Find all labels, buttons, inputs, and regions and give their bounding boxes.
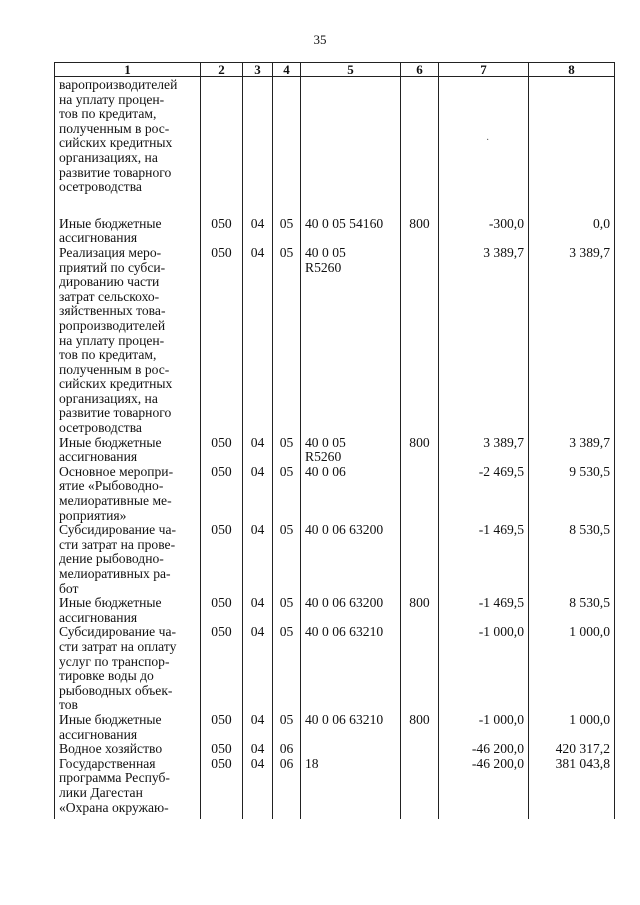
table-body (55, 77, 615, 820)
column-header-4: 4 (273, 63, 301, 77)
cell-vr: 800 (401, 436, 439, 465)
row-name: Субсидирование ча- сти затрат на оплату услуг по транспор- тировке воды до рыбоводных объек- тов (55, 625, 201, 713)
cell-ved: 050 (201, 217, 243, 246)
cell-tsr: 40 0 06 63200 (301, 523, 401, 596)
cell-ved (201, 77, 243, 217)
cell-pr: 06 (273, 742, 301, 757)
table-row (55, 625, 615, 713)
cell-change: -300,0 (439, 217, 529, 246)
cell-total: 3 389,7 (529, 246, 615, 436)
cell-total (529, 77, 615, 217)
cell-rz: 04 (243, 246, 273, 436)
cell-pr: 05 (273, 465, 301, 523)
row-name: Субсидирование ча- сти затрат на прове- дение рыбоводно- мелиоративных ра- бот (55, 523, 201, 596)
cell-tsr: 40 0 06 63210 (301, 713, 401, 742)
page-number: 35 (313, 32, 327, 47)
cell-total: 420 317,2 (529, 742, 615, 757)
row-name: Иные бюджетные ассигнования (55, 596, 201, 625)
cell-tsr: 18 (301, 757, 401, 819)
cell-total: 9 530,5 (529, 465, 615, 523)
cell-vr (401, 625, 439, 713)
cell-tsr: 40 0 05 R5260 (301, 436, 401, 465)
cell-pr: 05 (273, 713, 301, 742)
cell-change: -1 469,5 (439, 523, 529, 596)
table-row (55, 742, 615, 757)
table-row (55, 436, 615, 465)
cell-rz: 04 (243, 523, 273, 596)
table-row (55, 217, 615, 246)
cell-total: 1 000,0 (529, 625, 615, 713)
table-row (55, 596, 615, 625)
table-row (55, 713, 615, 742)
cell-rz (243, 77, 273, 217)
cell-change: -1 000,0 (439, 713, 529, 742)
cell-vr (401, 523, 439, 596)
cell-pr: 05 (273, 523, 301, 596)
table-row (55, 523, 615, 596)
cell-total: 3 389,7 (529, 436, 615, 465)
cell-vr (401, 246, 439, 436)
column-header-3: 3 (243, 63, 273, 77)
cell-rz: 04 (243, 713, 273, 742)
cell-rz: 04 (243, 625, 273, 713)
cell-pr: 05 (273, 436, 301, 465)
cell-vr (401, 757, 439, 819)
cell-total: 8 530,5 (529, 523, 615, 596)
cell-change: -46 200,0 (439, 757, 529, 819)
row-name: Иные бюджетные ассигнования (55, 436, 201, 465)
cell-total: 0,0 (529, 217, 615, 246)
row-name: Государственная программа Респуб- лики Дагестан «Охрана окружаю- (55, 757, 201, 819)
cell-pr (273, 77, 301, 217)
cell-total: 8 530,5 (529, 596, 615, 625)
cell-ved: 050 (201, 625, 243, 713)
row-name: Реализация меро- приятий по субси- дированию части затрат сельскохо- зяйственных това- ропроизводителей на уплату процен- тов по кредитам, полученным в рос- сийских кредитных организациях, на развитие товарного осетроводства (55, 246, 201, 436)
row-name: Иные бюджетные ассигнования (55, 713, 201, 742)
table-row (55, 757, 615, 819)
cell-ved: 050 (201, 523, 243, 596)
table-row (55, 465, 615, 523)
table-row (55, 246, 615, 436)
column-header-5: 5 (301, 63, 401, 77)
budget-table (54, 62, 615, 819)
cell-pr: 05 (273, 596, 301, 625)
cell-total: 381 043,8 (529, 757, 615, 819)
cell-rz: 04 (243, 217, 273, 246)
cell-ved: 050 (201, 742, 243, 757)
cell-vr: 800 (401, 596, 439, 625)
cell-rz: 04 (243, 596, 273, 625)
cell-change: -1 469,5 (439, 596, 529, 625)
cell-rz: 04 (243, 742, 273, 757)
cell-ved: 050 (201, 246, 243, 436)
cell-tsr (301, 742, 401, 757)
cell-tsr (301, 77, 401, 217)
cell-vr (401, 742, 439, 757)
row-name: Иные бюджетные ассигнования (55, 217, 201, 246)
header-row (55, 63, 615, 77)
column-header-2: 2 (201, 63, 243, 77)
column-header-7: 7 (439, 63, 529, 77)
cell-rz: 04 (243, 436, 273, 465)
cell-change: -1 000,0 (439, 625, 529, 713)
cell-change: -46 200,0 (439, 742, 529, 757)
cell-pr: 06 (273, 757, 301, 819)
table-row (55, 77, 615, 217)
cell-vr (401, 465, 439, 523)
cell-tsr: 40 0 06 (301, 465, 401, 523)
cell-ved: 050 (201, 757, 243, 819)
cell-ved: 050 (201, 713, 243, 742)
column-header-8: 8 (529, 63, 615, 77)
cell-tsr: 40 0 06 63200 (301, 596, 401, 625)
cell-vr: 800 (401, 217, 439, 246)
cell-change (439, 77, 529, 217)
row-name: Основное меропри- ятие «Рыбоводно- мелиоративные ме- роприятия» (55, 465, 201, 523)
cell-total: 1 000,0 (529, 713, 615, 742)
row-name: варопроизводителей на уплату процен- тов по кредитам, полученным в рос- сийских кредитных организациях, на развитие товарного осетроводства (55, 77, 201, 217)
cell-rz: 04 (243, 465, 273, 523)
cell-change: -2 469,5 (439, 465, 529, 523)
cell-rz: 04 (243, 757, 273, 819)
cell-change: 3 389,7 (439, 246, 529, 436)
cell-vr (401, 77, 439, 217)
cell-ved: 050 (201, 465, 243, 523)
scan-dot: · (486, 135, 490, 146)
row-name: Водное хозяйство (55, 742, 201, 757)
cell-tsr: 40 0 05 54160 (301, 217, 401, 246)
cell-change: 3 389,7 (439, 436, 529, 465)
cell-vr: 800 (401, 713, 439, 742)
cell-pr: 05 (273, 217, 301, 246)
cell-tsr: 40 0 05 R5260 (301, 246, 401, 436)
cell-ved: 050 (201, 436, 243, 465)
cell-pr: 05 (273, 246, 301, 436)
cell-pr: 05 (273, 625, 301, 713)
cell-ved: 050 (201, 596, 243, 625)
column-header-1: 1 (55, 63, 201, 77)
cell-tsr: 40 0 06 63210 (301, 625, 401, 713)
column-header-6: 6 (401, 63, 439, 77)
